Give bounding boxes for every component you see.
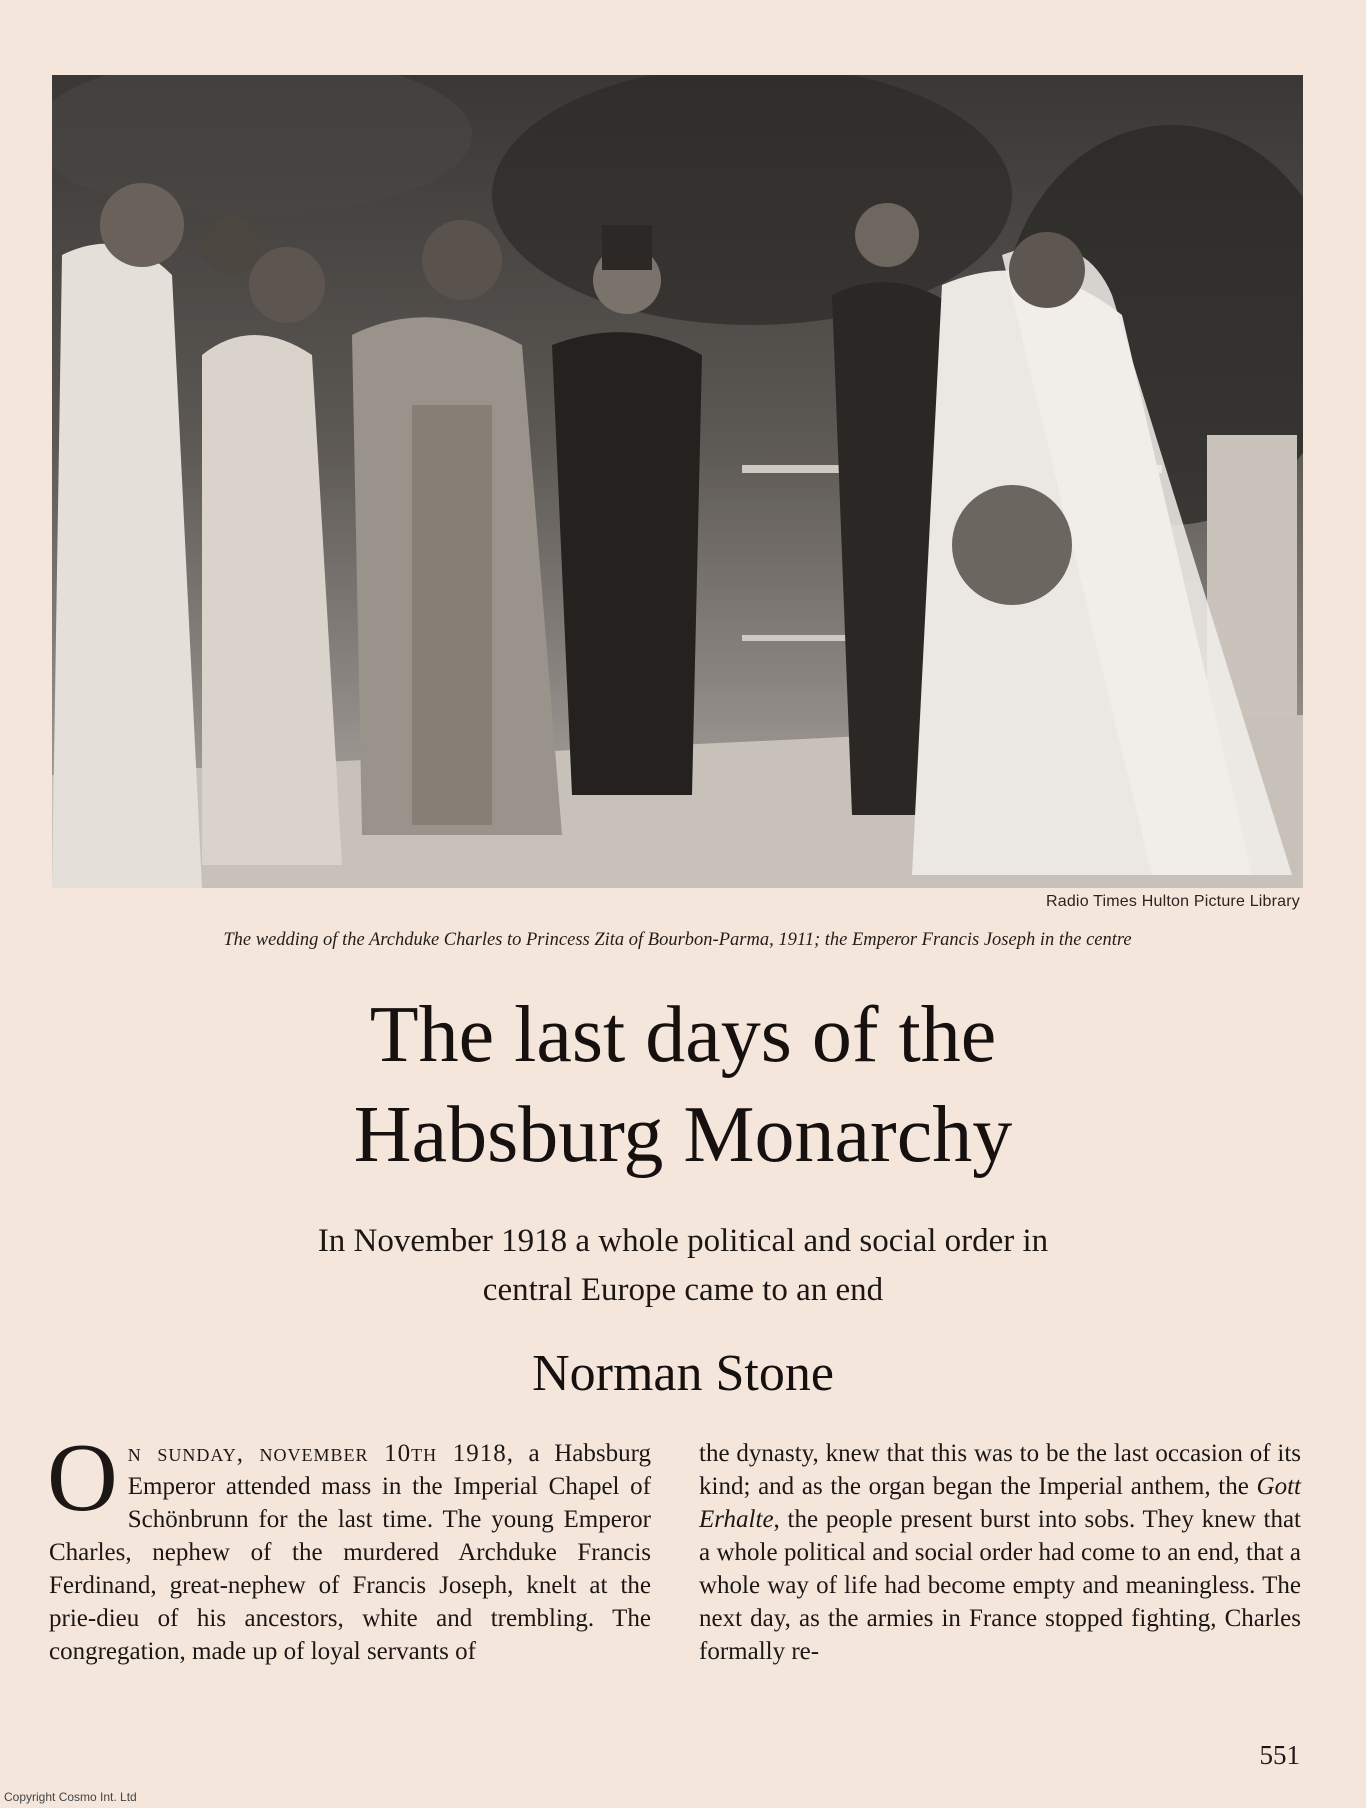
copyright-notice: Copyright Cosmo Int. Ltd <box>4 1790 137 1804</box>
article-title <box>0 985 1366 1185</box>
body-column-left <box>47 1424 651 1668</box>
title-line-1: The last days of the <box>369 991 997 1079</box>
drop-cap: O <box>47 1424 118 1532</box>
author-name: Norman Stone <box>532 1345 834 1402</box>
photo-credit: Radio Times Hulton Picture Library <box>1045 893 1300 910</box>
body-text-right-1: the dynasty, knew that this was to be the last occasion of its kind; and as the organ began the Imperial anthem, the <box>699 1440 1301 1500</box>
body-text-right-2: , the people present burst into sobs. They knew that a whole political and social order had come to an end, that a whole way of life had become empty and meaningless. The next day, as the armies in France stopped fighting, Charles formally re- <box>699 1506 1301 1665</box>
body-paragraph-left <box>47 1424 651 1668</box>
photo-caption: The wedding of the Archduke Charles to Princess Zita of Bourbon-Parma, 1911; the Emperor Francis Joseph in the centre <box>223 930 1132 950</box>
title-line-2: Habsburg Monarchy <box>353 1091 1013 1179</box>
subtitle-line-2: central Europe came to an end <box>482 1272 884 1308</box>
body-paragraph-right <box>699 1437 1301 1668</box>
anthem-title: Gott Erhalte <box>699 1473 1301 1533</box>
lead-in-smallcaps: n sunday, november 10th 1918, <box>127 1440 514 1467</box>
subtitle-line-1: In November 1918 a whole political and social order in <box>317 1223 1049 1259</box>
wedding-photograph <box>52 75 1303 888</box>
body-text-left: a Habsburg Emperor attended mass in the Imperial Chapel of Schönbrunn for the last time. The young Emperor Charles, nephew of the murdered Archduke Francis Ferdinand, great-nephew of Francis Joseph, knelt at the prie-dieu of his ancestors, white and trembling. The congregation, made up of loyal servants of <box>49 1440 651 1665</box>
page-number: 551 <box>1259 1740 1300 1770</box>
body-column-right <box>699 1437 1301 1668</box>
article-subtitle <box>0 1217 1366 1315</box>
photo-illustration-icon <box>52 75 1303 888</box>
